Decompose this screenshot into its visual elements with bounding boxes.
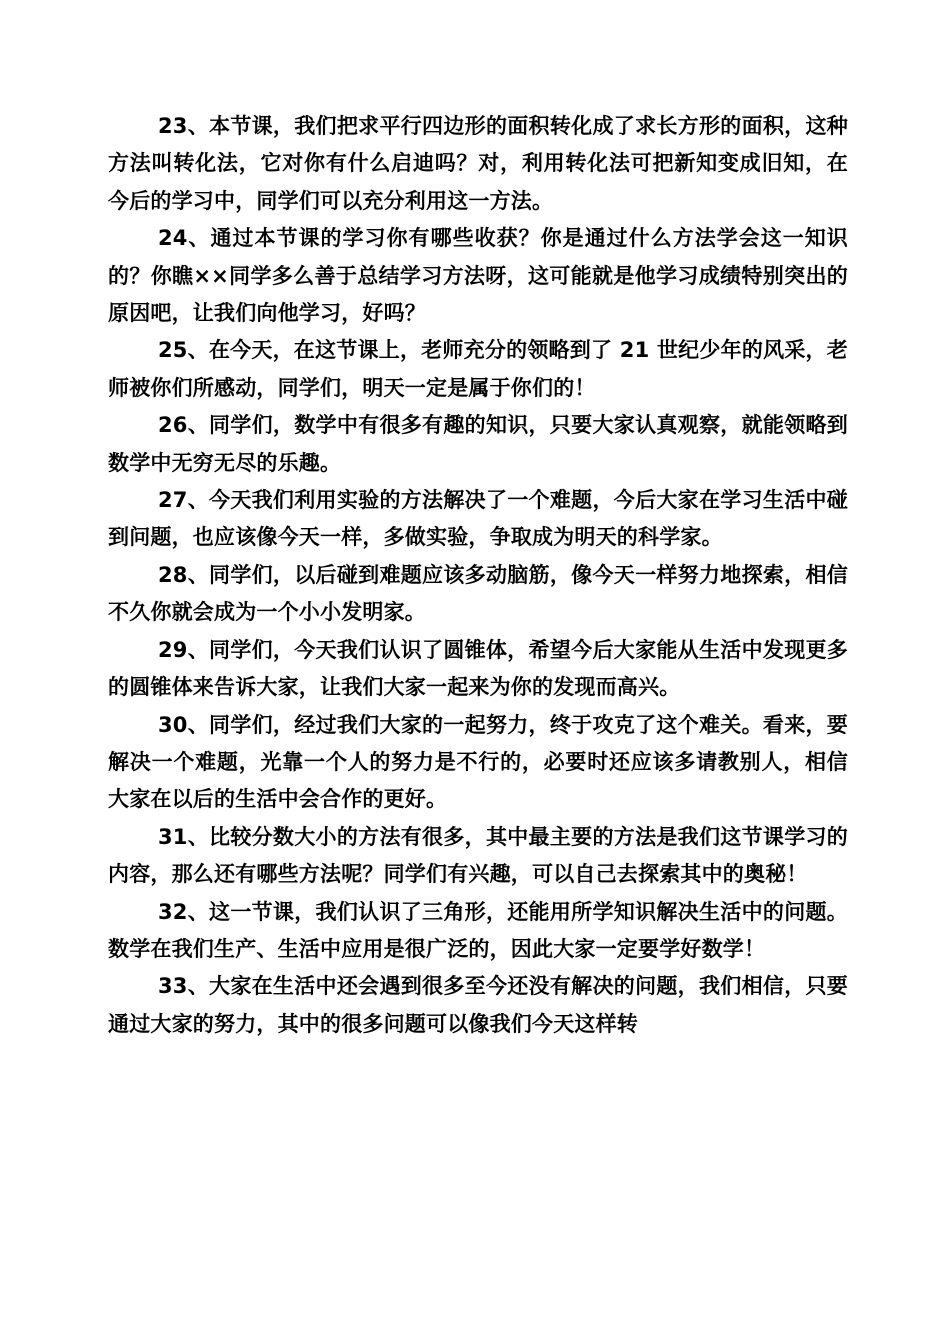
paragraph-25: 25、在今天，在这节课上，老师充分的领略到了 21 世纪少年的风采，老师被你们所感动，同学们，明天一定是属于你们的！ xyxy=(108,338,848,400)
paragraph-28: 28、同学们，以后碰到难题应该多动脑筋，像今天一样努力地探索，相信不久你就会成为一个小小发明家。 xyxy=(108,562,848,625)
paragraph-33: 33、大家在生活中还会遇到很多至今还没有解决的问题，我们相信，只要通过大家的努力，其中的很多问题可以像我们今天这样转 xyxy=(108,974,848,1036)
paragraph-24: 24、通过本节课的学习你有哪些收获？你是通过什么方法学会这一知识的？你瞧××同学多么善于总结学习方法呀，这可能就是他学习成绩特别突出的原因吧，让我们向他学习，好吗？ xyxy=(108,226,848,326)
paragraph-29: 29、同学们，今天我们认识了圆锥体，希望今后大家能从生活中发现更多的圆锥体来告诉大家，让我们大家一起来为你的发现而高兴。 xyxy=(108,637,848,700)
paragraph-23: 23、本节课，我们把求平行四边形的面积转化成了求长方形的面积，这种方法叫转化法，它对你有什么启迪吗？对，利用转化法可把新知变成旧知，在今后的学习中，同学们可以充分利用这一方法。 xyxy=(108,114,848,213)
paragraph-32: 32、这一节课，我们认识了三角形，还能用所学知识解决生活中的问题。数学在我们生产、生活中应用是很广泛的，因此大家一定要学好数学！ xyxy=(108,899,848,961)
paragraph-26: 26、同学们，数学中有很多有趣的知识，只要大家认真观察，就能领略到数学中无穷无尽的乐趣。 xyxy=(108,413,848,475)
paragraph-27: 27、今天我们利用实验的方法解决了一个难题，今后大家在学习生活中碰到问题，也应该像今天一样，多做实验，争取成为明天的科学家。 xyxy=(108,488,848,550)
paragraph-31: 31、比较分数大小的方法有很多，其中最主要的方法是我们这节课学习的内容，那么还有哪些方法呢？同学们有兴趣，可以自己去探索其中的奥秘！ xyxy=(108,824,848,887)
document-body xyxy=(108,108,848,1043)
paragraph-30: 30、同学们，经过我们大家的一起努力，终于攻克了这个难关。看来，要解决一个难题，光靠一个人的努力是不行的，必要时还应该多请教别人，相信大家在以后的生活中会合作的更好。 xyxy=(108,712,848,812)
